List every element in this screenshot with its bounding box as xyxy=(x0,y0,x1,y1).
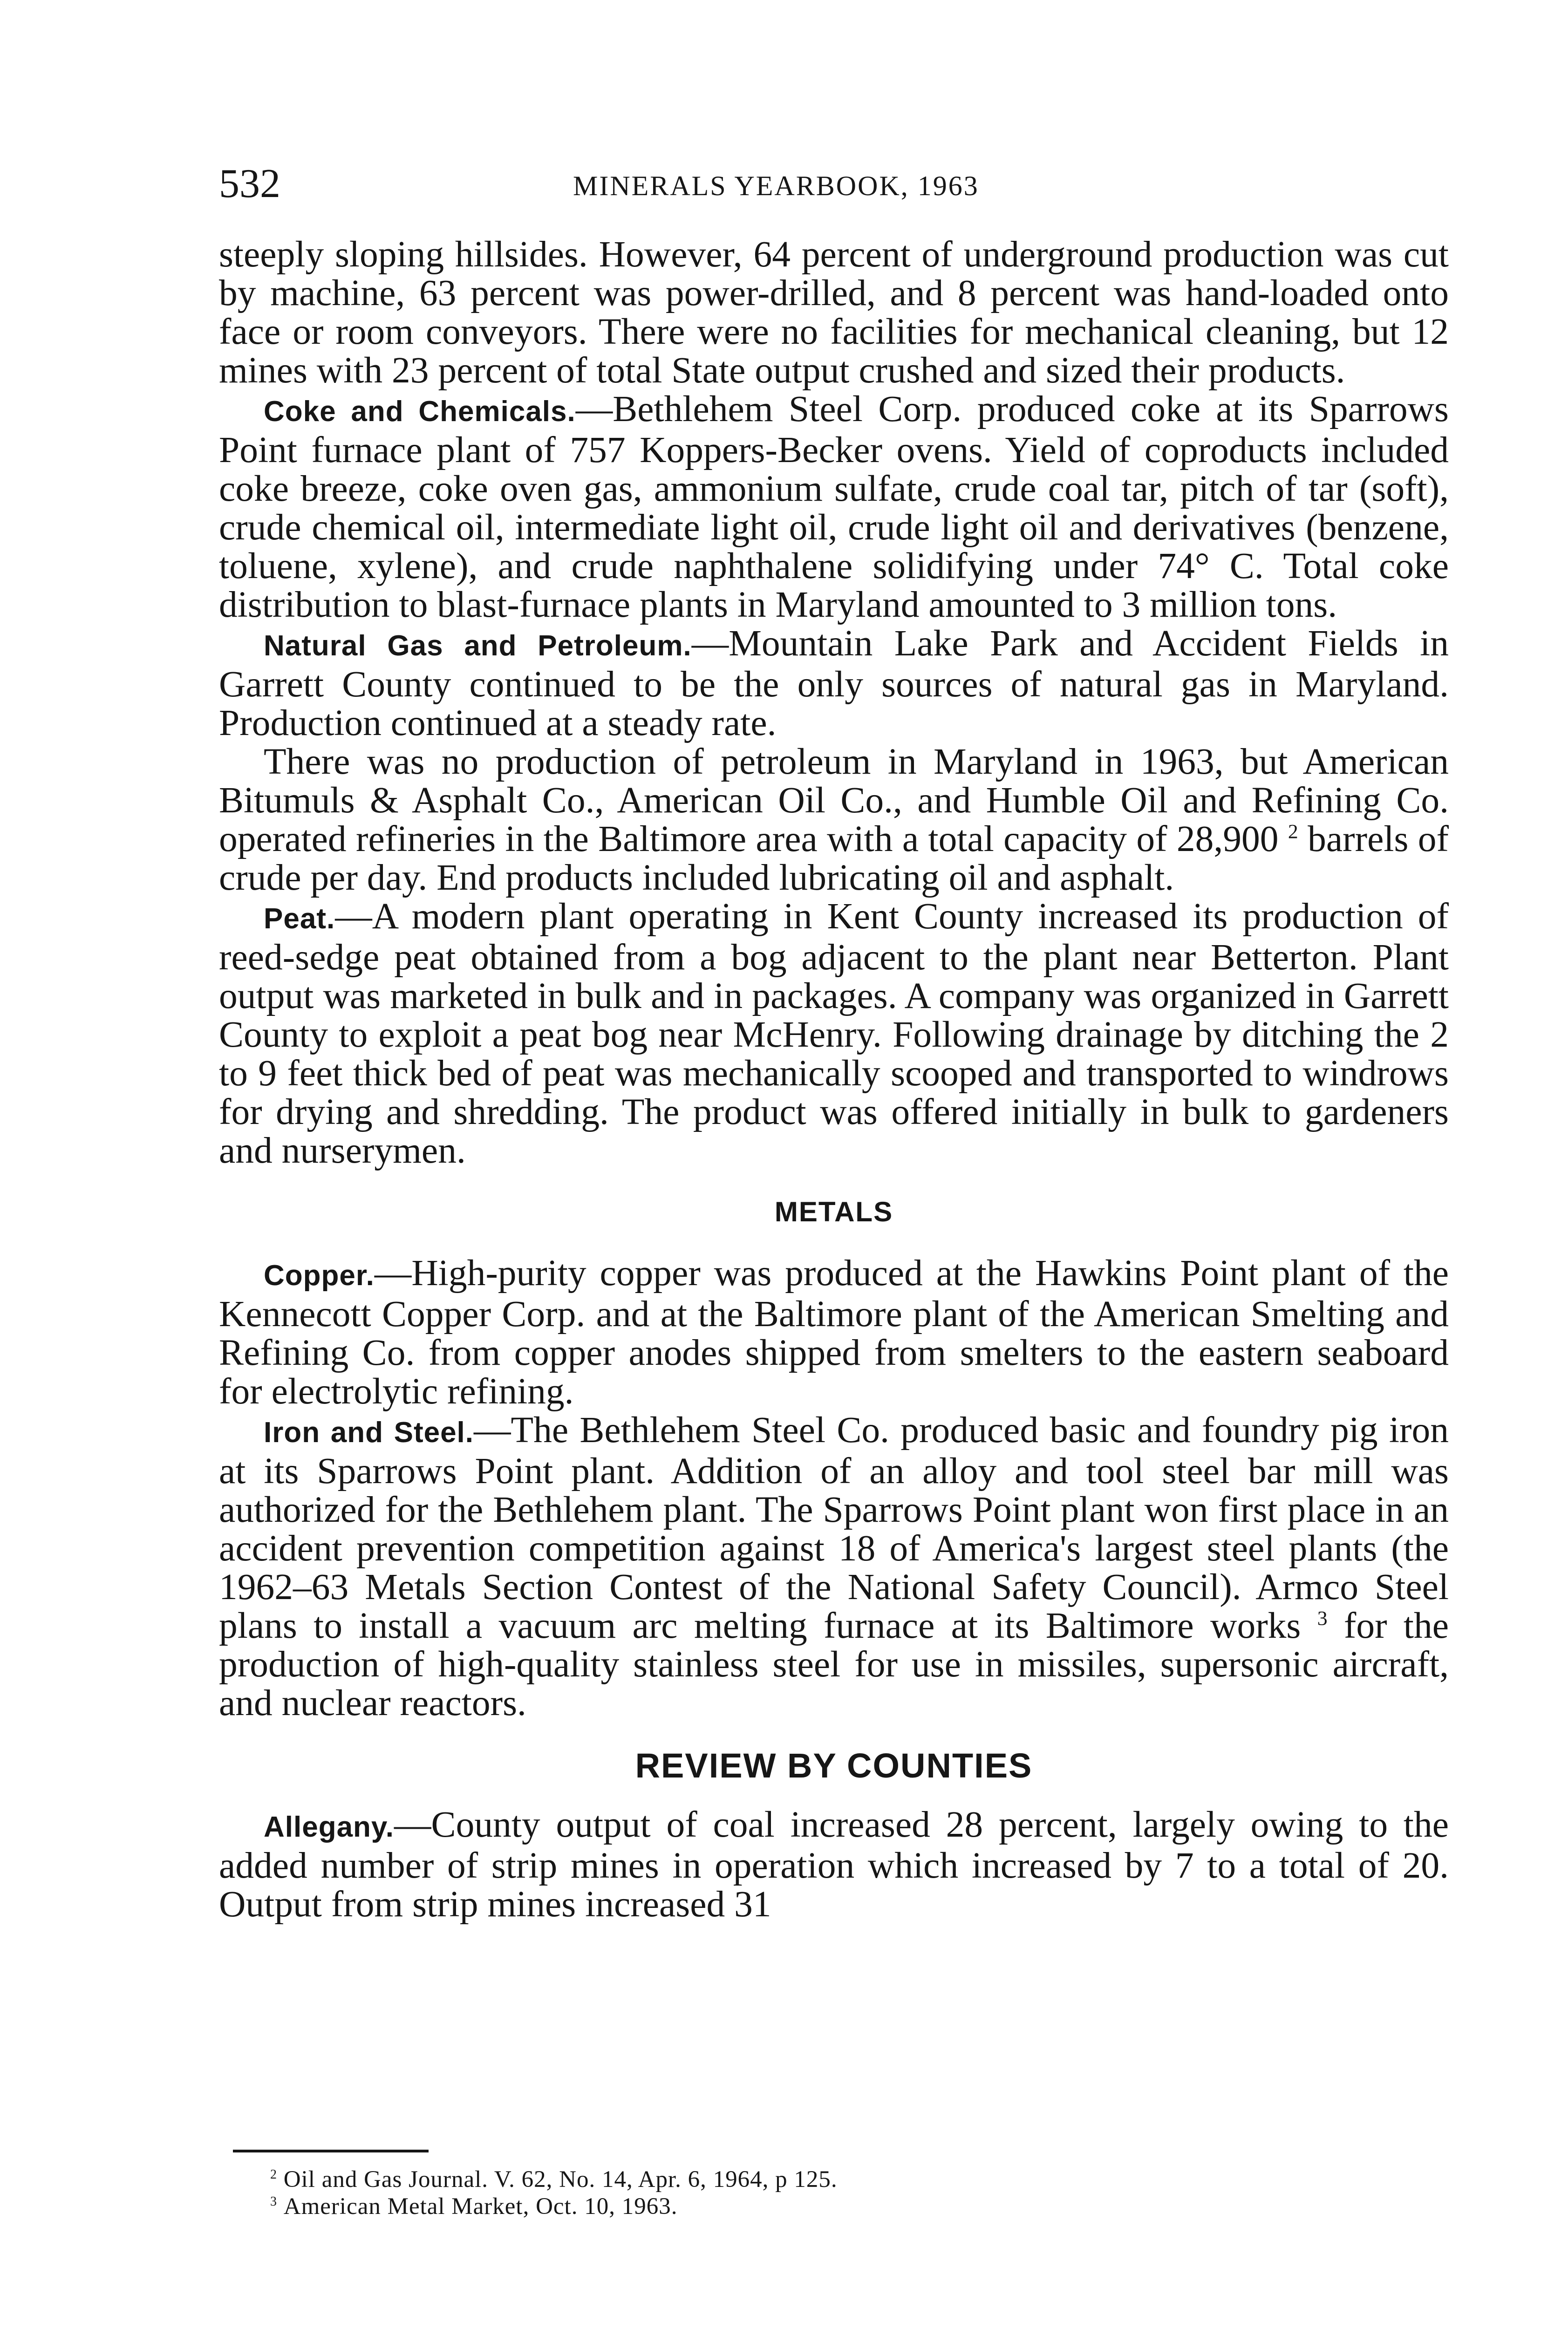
footnotes xyxy=(270,2166,1388,2220)
paragraph-copper: Copper.—High-purity copper was produced at the Hawkins Point plant of the Kennecott Copper Corp. and at the Baltimore plant of the American Smelting and Refining Co. from copper anodes shipped from smelters to the eastern seaboard for electrolytic refining. xyxy=(219,1253,1449,1412)
footnote-text: American Metal Market, Oct. 10, 1963. xyxy=(283,2193,678,2220)
paragraph-allegany: Allegany.—County output of coal increased 28 percent, largely owing to the added number of strip mines in operation which increased by 7 to a total of 20. Output from strip mines increased 31 xyxy=(219,1804,1449,1925)
footnote-2 xyxy=(270,2166,1388,2193)
run-in-heading: Allegany. xyxy=(264,1811,395,1843)
footnote-number: 3 xyxy=(270,2194,278,2209)
run-in-heading: Iron and Steel. xyxy=(264,1416,474,1449)
paragraph-natural-gas: Natural Gas and Petroleum.—Mountain Lake Park and Accident Fields in Garrett County continued to be the only sources of natural gas in Maryland. Production continued at a steady rate. xyxy=(219,623,1449,743)
footnote-ref: 2 xyxy=(1288,820,1298,843)
paragraph-iron-and-steel: Iron and Steel.—The Bethlehem Steel Co. produced basic and foundry pig iron at its Sparrows Point plant. Addition of an alloy and tool steel bar mill was authorized for the Bethlehem plant. The Sparrows Point plant won first place in an accident prevention competition against 18 of America's largest steel plants (the 1962–63 Metals Section Contest of the National Safety Council). Armco Steel plans to install a vacuum arc melting furnace at its Baltimore works $^3$ for the production of high-quality stainless steel for use in missiles, supersonic aircraft, and nuclear reactors. xyxy=(219,1410,1449,1723)
paragraph-continuation: steeply sloping hillsides. However, 64 percent of underground production was cut by machine, 63 percent was power-drilled, and 8 percent was hand-loaded onto face or room conveyors. There were no facilities for mechanical cleaning, but 12 mines with 23 percent of total State output crushed and sized their products. xyxy=(219,234,1449,391)
section-heading-review-by-counties: REVIEW BY COUNTIES xyxy=(635,1746,1033,1785)
section-heading-metals: METALS xyxy=(774,1196,893,1227)
footnote-divider xyxy=(233,2150,429,2152)
run-in-heading: Peat. xyxy=(264,903,335,935)
footnote-text: Oil and Gas Journal. V. 62, No. 14, Apr. 6, 1964, p 125. xyxy=(283,2166,838,2193)
paragraph-petroleum: There was no production of petroleum in Maryland in 1963, but American Bitumuls & Asphalt Co., American Oil Co., and Humble Oil and Refining Co. operated refineries in the Baltimore area with a total capacity of 28,900 $^2$ barrels of crude per day. End products included lubricating oil and asphalt. xyxy=(219,741,1449,898)
page-number: 532 xyxy=(219,161,280,206)
body-text xyxy=(219,235,1449,1924)
running-title: MINERALS YEARBOOK, 1963 xyxy=(573,170,979,201)
run-in-heading: Copper. xyxy=(264,1260,375,1292)
paragraph-peat: Peat.—A modern plant operating in Kent County increased its production of reed-sedge peat obtained from a bog adjacent to the plant near Betterton. Plant output was marketed in bulk and in packages. A company was organized in Garrett County to exploit a peat bog near McHenry. Following drainage by ditching the 2 to 9 feet thick bed of peat was mechanically scooped and transported to windrows for drying and shredding. The product was offered initially in bulk to gardeners and nurserymen. xyxy=(219,896,1449,1171)
footnote-ref: 3 xyxy=(1317,1607,1328,1630)
paragraph-coke-and-chemicals: Coke and Chemicals.—Bethlehem Steel Corp. produced coke at its Sparrows Point furnace plant of 757 Koppers-Becker ovens. Yield of coproducts included coke breeze, coke oven gas, ammonium sulfate, crude coal tar, pitch of tar (soft), crude chemical oil, intermediate light oil, crude light oil and derivatives (benzene, toluene, xylene), and crude naphthalene solidifying under 74° C. Total coke distribution to blast-furnace plants in Maryland amounted to 3 million tons. xyxy=(219,388,1449,625)
footnote-number: 2 xyxy=(270,2167,278,2182)
run-in-heading: Coke and Chemicals. xyxy=(264,395,576,428)
page-header xyxy=(219,158,1449,210)
footnote-3 xyxy=(270,2193,1388,2220)
run-in-heading: Natural Gas and Petroleum. xyxy=(264,630,692,662)
